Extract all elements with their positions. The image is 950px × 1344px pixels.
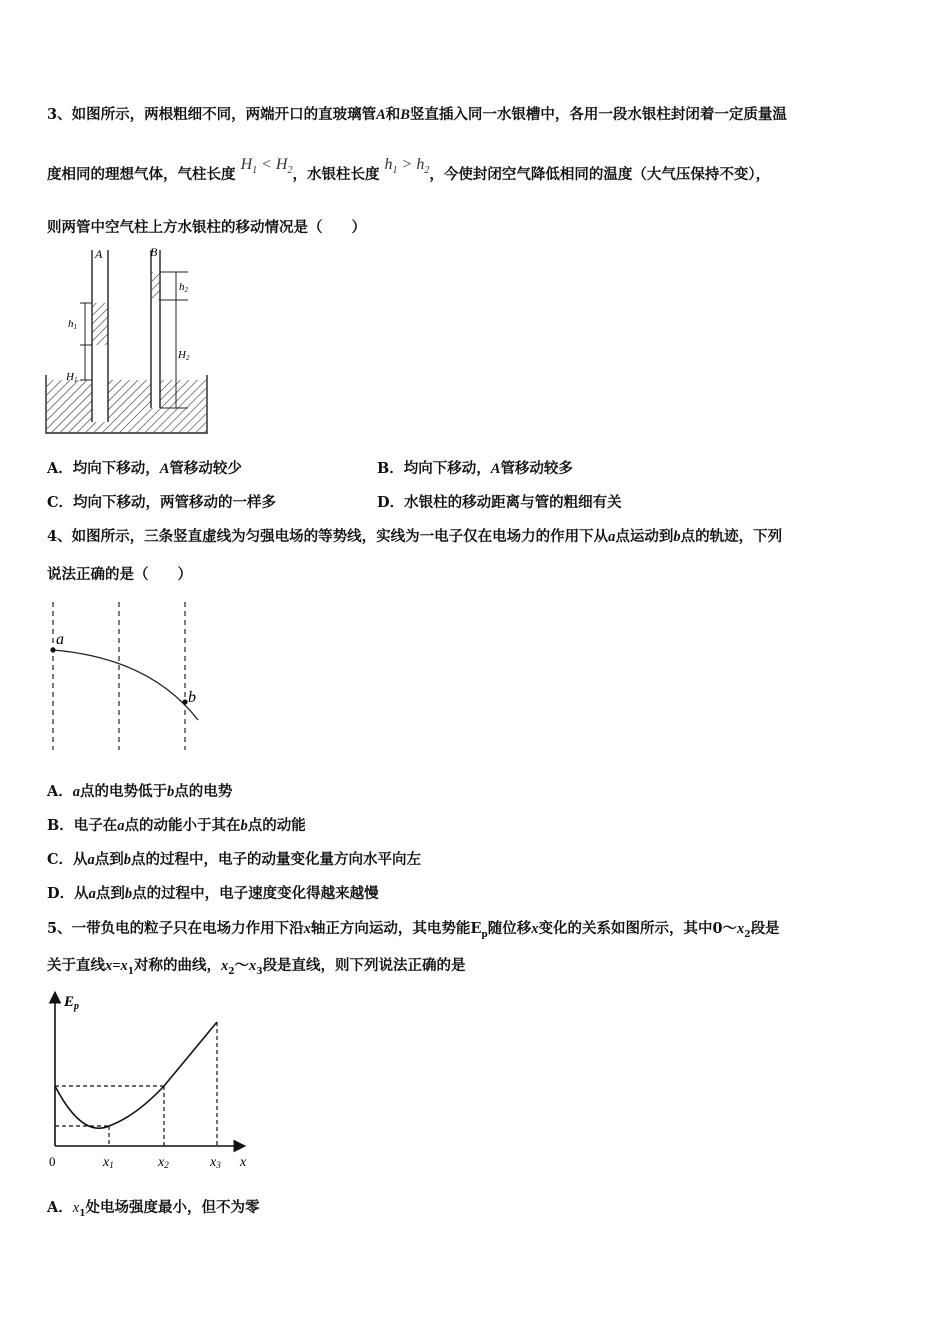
formula-h1-gt-h2: $h_1 > h_2$: [384, 156, 430, 177]
label-origin: 0: [49, 1154, 56, 1169]
q3-option-b[interactable]: B．均向下移动，A管移动较多: [377, 460, 573, 477]
q3-line-1: 3、如图所示，两根粗细不同，两端开口的直玻璃管A和B竖直插入同一水银槽中，各用一段水银柱封闭着一定质量温: [47, 106, 787, 123]
label-H1: H1: [66, 371, 78, 384]
q5-option-a[interactable]: A．$x_1$处电场强度最小，但不为零: [47, 1199, 260, 1219]
label-H2: H2: [178, 349, 190, 362]
label-x1: x1: [103, 1155, 114, 1170]
q4-option-a[interactable]: A．a点的电势低于b点的电势: [47, 783, 233, 800]
q3-line-3: 则两管中空气柱上方水银柱的移动情况是（ ）: [47, 219, 366, 236]
tube-a-mercury-column: [92, 303, 108, 345]
q5-ep-graph: [40, 984, 260, 1174]
formula-H1-lt-H2: $H_1 < H_2$: [240, 156, 293, 177]
label-tube-b: B: [150, 245, 158, 259]
q4-line-2: 说法正确的是（ ）: [47, 566, 192, 583]
q4-line-1: 4、如图所示，三条竖直虚线为匀强电场的等势线，实线为一电子仅在电场力的作用下从a点运动到b点的轨迹，下列: [47, 528, 783, 545]
q5-line-2: 关于直线$x=x_1$对称的曲线，$x_2\sim x_3$段是直线，则下列说法正确的是: [47, 957, 466, 977]
point-a-dot: [50, 647, 55, 652]
tube-b-mercury-column: [151, 272, 160, 300]
point-b-dot: [182, 699, 187, 704]
q3-line-2: 度相同的理想气体，气柱长度 $H_1 < H_2$，水银柱长度 $h_1 > h_2$，今使封闭空气降低相同的温度（大气压保持不变），: [47, 156, 771, 183]
label-h1: h1: [68, 318, 77, 331]
label-ep: $E_p$: [64, 994, 80, 1012]
label-point-a: a: [56, 631, 64, 648]
q3-option-d[interactable]: D．水银柱的移动距离与管的粗细有关: [377, 494, 622, 511]
label-x3: x3: [210, 1155, 221, 1170]
q3-tube-figure: [40, 240, 215, 435]
q4-option-c[interactable]: C．从a点到b点的过程中，电子的动量变化量方向水平向左: [47, 851, 422, 868]
electron-trajectory: [53, 650, 198, 720]
ep-line-segment: [164, 1022, 217, 1086]
label-h2: h2: [179, 281, 188, 294]
label-x2: x2: [158, 1155, 169, 1170]
q3-option-a[interactable]: A．均向下移动，A管移动较少: [47, 460, 242, 477]
q4-field-figure: [40, 598, 210, 758]
q3-option-c[interactable]: C．均向下移动，两管移动的一样多: [47, 494, 277, 511]
label-tube-a: A: [95, 247, 103, 261]
q4-option-d[interactable]: D．从a点到b点的过程中，电子速度变化得越来越慢: [47, 885, 379, 902]
label-x-axis: x: [240, 1155, 247, 1170]
trough-mercury: [47, 380, 206, 432]
q5-line-1: 5、一带负电的粒子只在电场力作用下沿x轴正方向运动，其电势能$E_p$随位移x变化的关系如图所示，其中$0\sim x_2$段是: [47, 920, 780, 940]
q4-option-b[interactable]: B．电子在a点的动能小于其在b点的动能: [47, 817, 306, 834]
ep-curve-symmetric: [55, 1086, 164, 1128]
label-point-b: b: [188, 689, 196, 706]
